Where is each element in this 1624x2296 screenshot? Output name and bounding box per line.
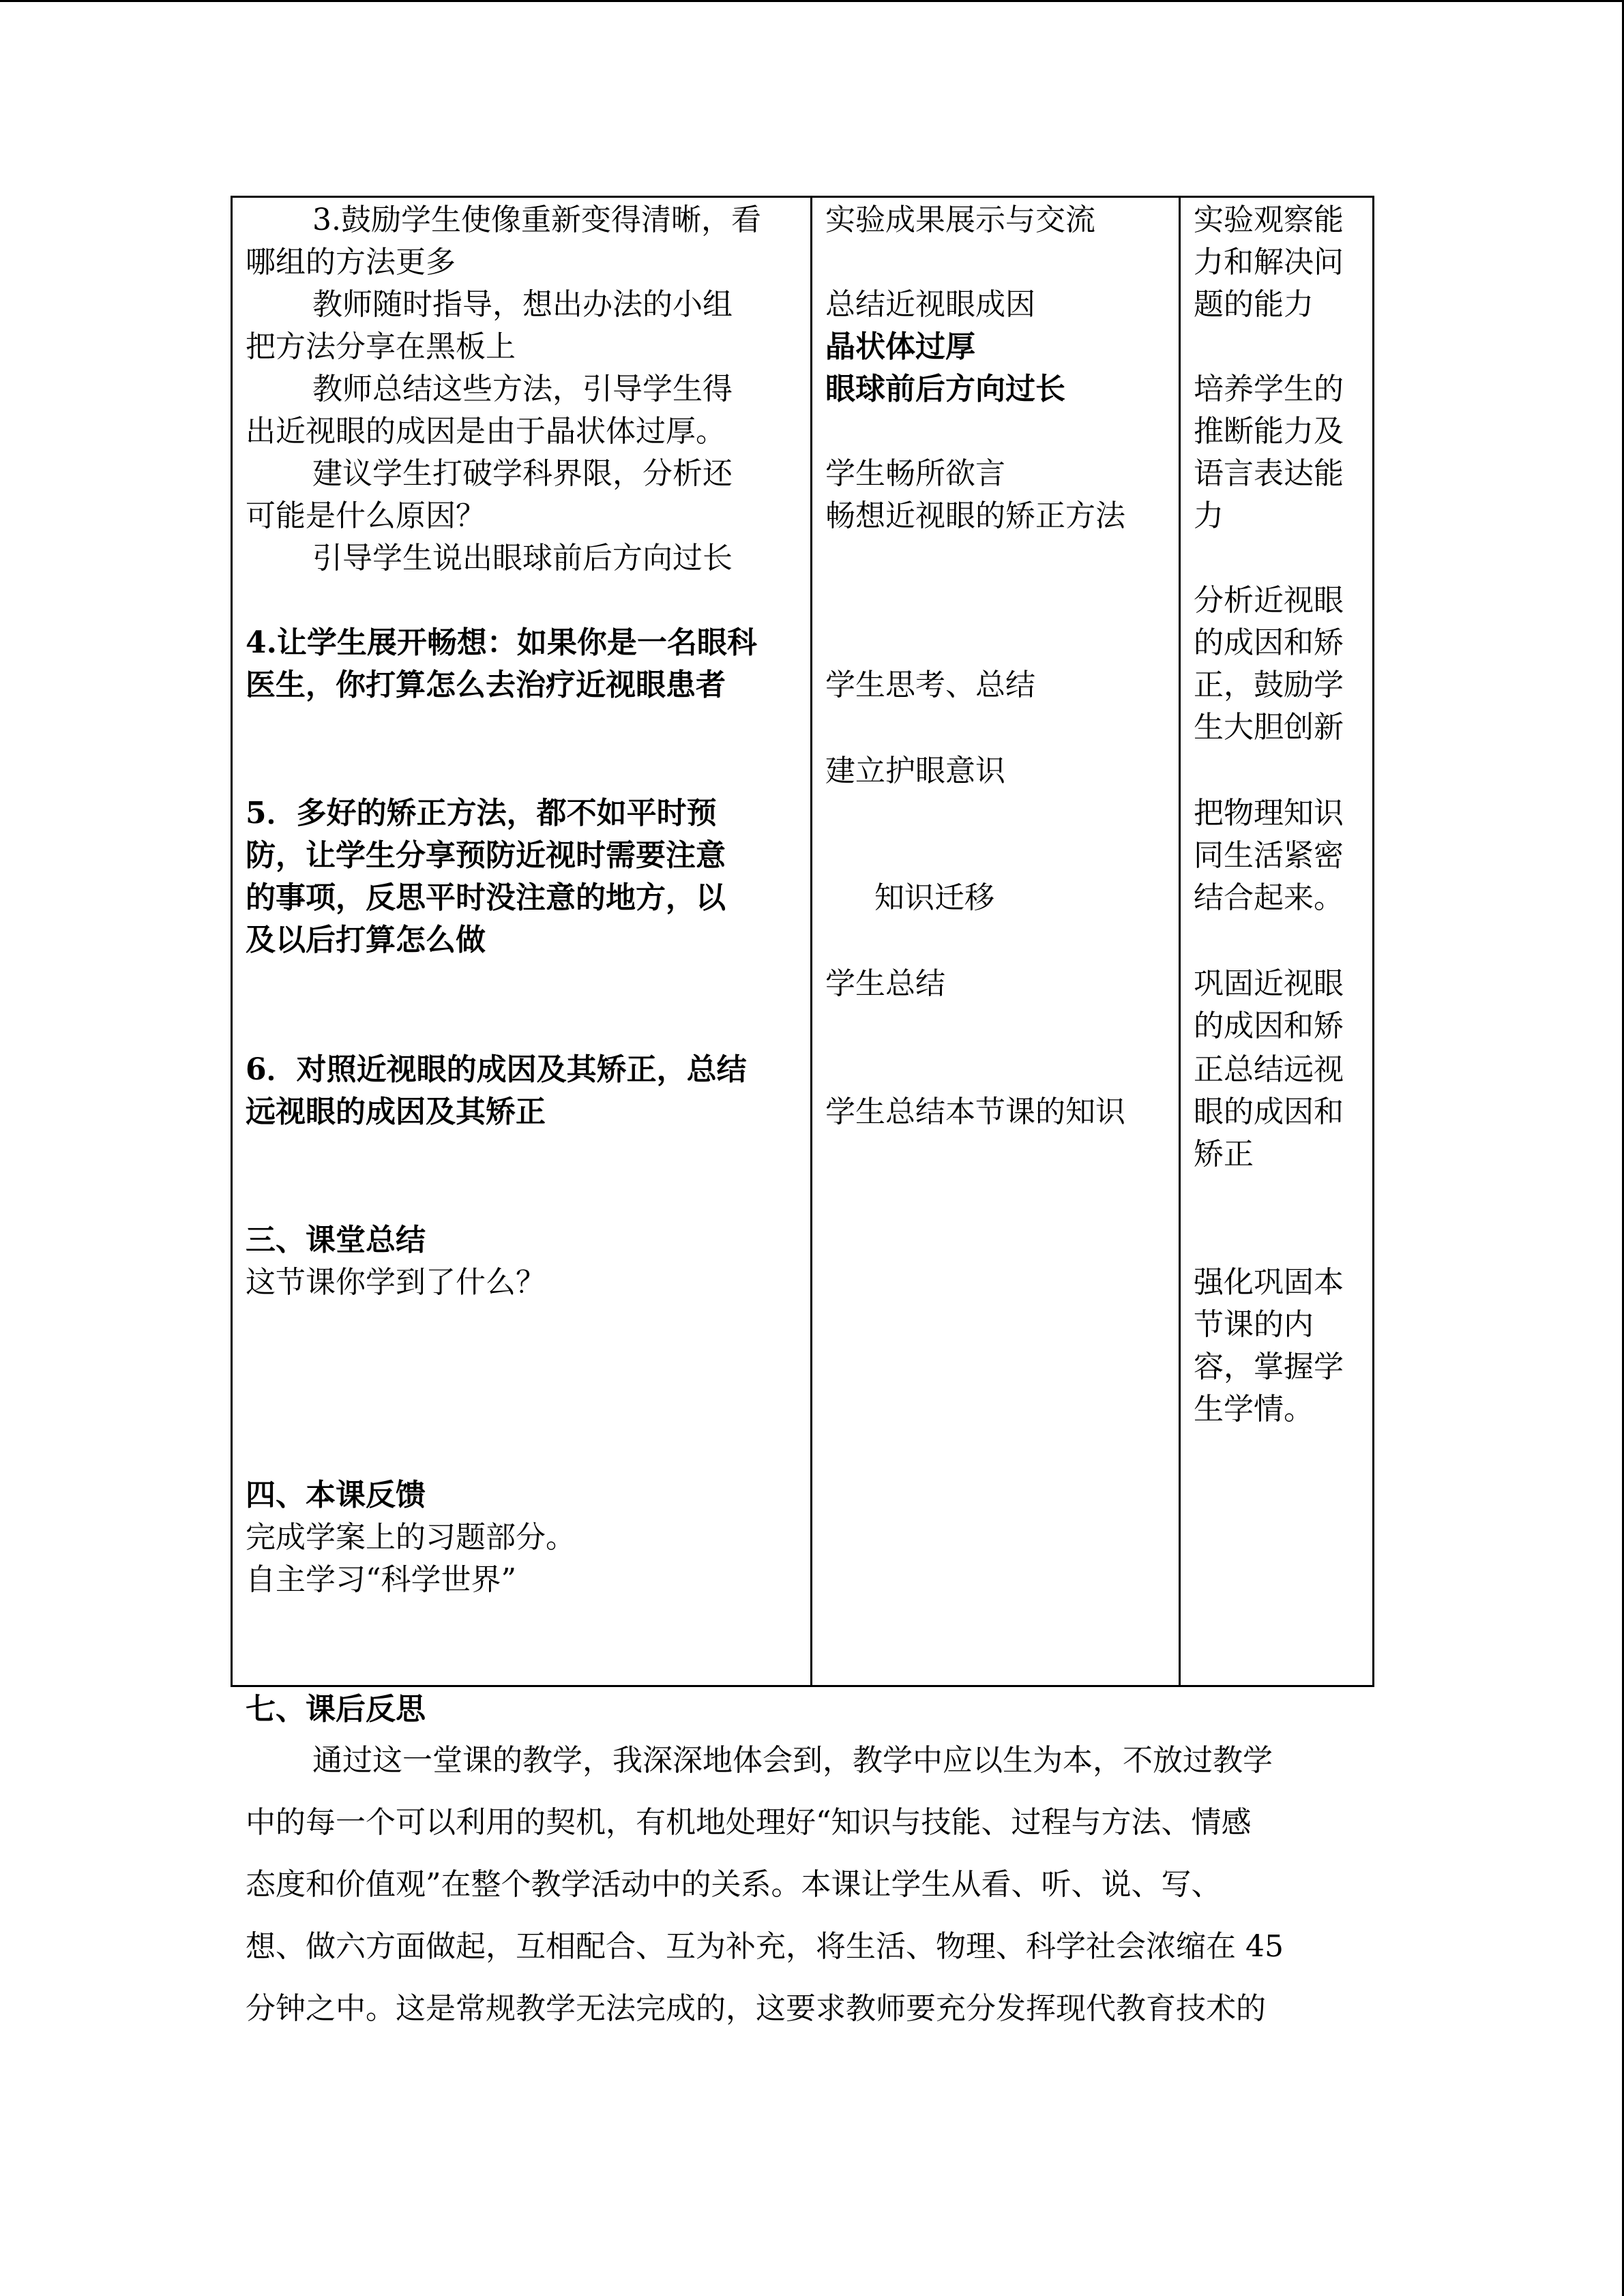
text-line: 矫正 (1194, 1137, 1254, 1172)
text-line: 强化巩固本 (1194, 1265, 1344, 1300)
text-line: 知识迁移 (874, 880, 994, 915)
text-line: 结合起来。 (1194, 880, 1344, 915)
step-5-title: 5．多好的矫正方法，都不如平时预 (246, 796, 717, 831)
column-divider-1 (810, 198, 812, 1685)
step-5-title-cont: 防，让学生分享预防近视时需要注意 (246, 838, 726, 873)
text-line: 建议学生打破学科界限，分析还 (312, 456, 733, 491)
reflection-paragraph-line: 中的每一个可以利用的契机，有机地处理好“知识与技能、过程与方法、情感 (246, 1805, 1252, 1840)
text-line: 容，掌握学 (1194, 1350, 1344, 1384)
text-line: 把物理知识 (1194, 796, 1344, 831)
text-line: 正总结远视 (1194, 1052, 1344, 1087)
step-5-title-cont: 及以后打算怎么做 (246, 923, 486, 957)
text-line: 实验成果展示与交流 (825, 203, 1095, 237)
text-line: 的成因和矫 (1194, 1009, 1344, 1043)
text-line: 学生总结 (825, 966, 945, 1001)
text-line: 推断能力及 (1194, 414, 1344, 449)
text-line: 哪组的方法更多 (246, 245, 456, 280)
text-line: 正，鼓励学 (1194, 668, 1344, 702)
text-line: 建立护眼意识 (825, 754, 1005, 788)
text-line: 分析近视眼 (1194, 583, 1344, 618)
reflection-paragraph-line: 想、做六方面做起，互相配合、互为补充，将生活、物理、科学社会浓缩在 45 (246, 1929, 1284, 1964)
text-line: 同生活紧密 (1194, 838, 1344, 873)
reflection-paragraph-line: 分钟之中。这是常规教学无法完成的，这要求教师要充分发挥现代教育技术的 (246, 1991, 1266, 2026)
text-line: 可能是什么原因？ (246, 498, 486, 533)
text-line: 学生畅所欲言 (825, 456, 1005, 491)
text-line: 眼的成因和 (1194, 1094, 1344, 1129)
text-line: 培养学生的 (1194, 372, 1344, 406)
reflection-heading: 七、课后反思 (246, 1692, 426, 1727)
text-line: 题的能力 (1194, 287, 1314, 322)
column-divider-2 (1179, 198, 1181, 1685)
text-line: 总结近视眼成因 (825, 287, 1035, 322)
text-line: 实验观察能 (1194, 203, 1344, 237)
text-line: 语言表达能 (1194, 456, 1344, 491)
text-line: 教师随时指导，想出办法的小组 (312, 287, 733, 322)
section-summary-text: 这节课你学到了什么？ (246, 1265, 546, 1300)
section-feedback-text: 自主学习“科学世界” (246, 1562, 516, 1597)
step-6-title-cont: 远视眼的成因及其矫正 (246, 1094, 546, 1129)
text-line: 生学情。 (1194, 1392, 1314, 1427)
text-line: 力和解决问 (1194, 245, 1344, 280)
text-line: 学生总结本节课的知识 (825, 1094, 1125, 1129)
text-line: 教师总结这些方法，引导学生得 (312, 372, 733, 406)
text-line: 巩固近视眼 (1194, 966, 1344, 1001)
text-line: 晶状体过厚 (825, 329, 975, 364)
text-line: 眼球前后方向过长 (825, 372, 1065, 406)
step-6-title: 6．对照近视眼的成因及其矫正，总结 (246, 1052, 747, 1087)
text-line: 3.鼓励学生使像重新变得清晰，看 (312, 203, 761, 237)
text-line: 学生思考、总结 (825, 668, 1035, 702)
section-feedback-text: 完成学案上的习题部分。 (246, 1520, 576, 1555)
text-line: 把方法分享在黑板上 (246, 329, 516, 364)
reflection-paragraph-line: 通过这一堂课的教学，我深深地体会到，教学中应以生为本，不放过教学 (312, 1743, 1273, 1778)
text-line: 力 (1194, 498, 1224, 533)
reflection-paragraph-line: 态度和价值观”在整个教学活动中的关系。本课让学生从看、听、说、写、 (246, 1867, 1222, 1902)
section-feedback-heading: 四、本课反馈 (246, 1478, 426, 1512)
text-line: 生大胆创新 (1194, 710, 1344, 745)
text-line: 畅想近视眼的矫正方法 (825, 498, 1125, 533)
text-line: 引导学生说出眼球前后方向过长 (312, 541, 733, 576)
text-line: 节课的内 (1194, 1307, 1314, 1342)
section-summary-heading: 三、课堂总结 (246, 1223, 426, 1257)
step-4-title-cont: 医生，你打算怎么去治疗近视眼患者 (246, 668, 726, 702)
text-line: 出近视眼的成因是由于晶状体过厚。 (246, 414, 726, 449)
text-line: 的成因和矫 (1194, 625, 1344, 660)
step-5-title-cont: 的事项，反思平时没注意的地方，以 (246, 880, 726, 915)
step-4-title: 4.让学生展开畅想：如果你是一名眼科 (246, 625, 757, 660)
page-top-border (0, 0, 1624, 2)
